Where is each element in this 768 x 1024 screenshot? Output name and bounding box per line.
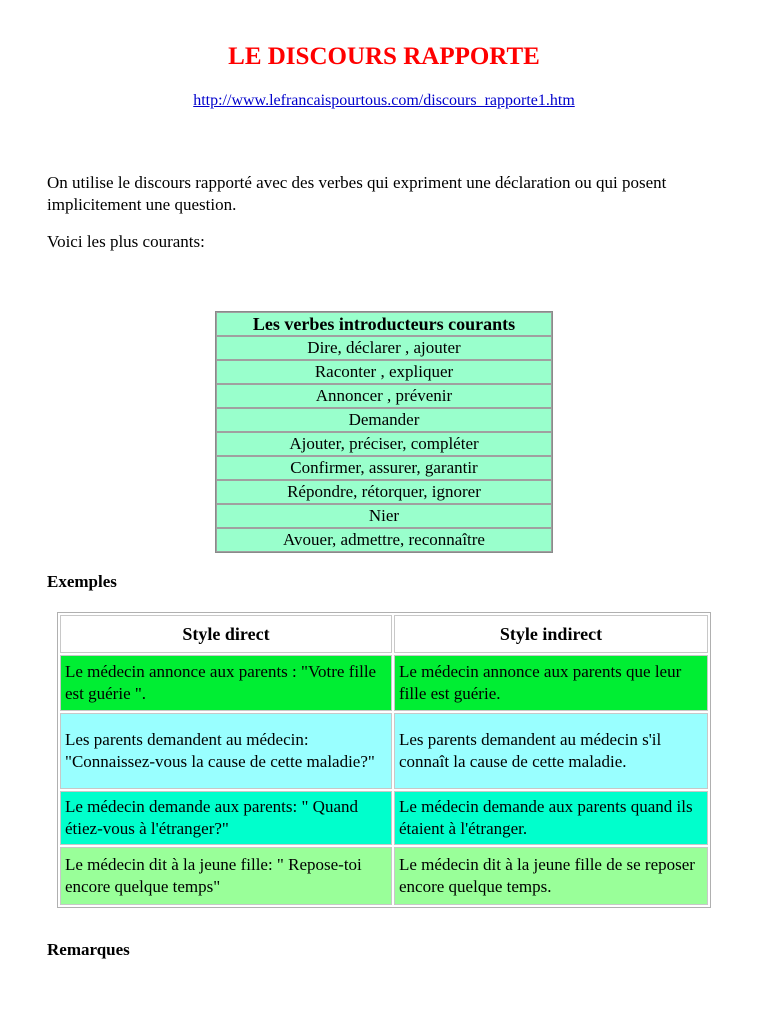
example-row [60,847,708,905]
examples-heading: Exemples [47,572,117,591]
verbs-table-header-row [216,312,552,336]
verb-cell: Répondre, rétorquer, ignorer [216,480,552,504]
page-title: LE DISCOURS RAPPORTE [228,43,540,70]
verb-cell: Raconter , expliquer [216,360,552,384]
indirect-cell: Le médecin dit à la jeune fille de se reposer encore quelque temps. [394,847,708,905]
verbs-table-row [216,432,552,456]
examples-table [57,612,711,908]
examples-header-row [60,615,708,653]
verb-cell: Confirmer, assurer, garantir [216,456,552,480]
verb-cell: Avouer, admettre, reconnaître [216,528,552,552]
direct-cell: Le médecin dit à la jeune fille: " Repose-toi encore quelque temps" [60,847,392,905]
verbs-table-row [216,504,552,528]
verbs-table-row [216,408,552,432]
verbs-table-row [216,480,552,504]
verbs-table-header: Les verbes introducteurs courants [216,312,552,336]
example-row [60,713,708,789]
verbs-table-row [216,360,552,384]
verbs-table-row [216,456,552,480]
indirect-cell: Les parents demandent au médecin s'il connaît la cause de cette maladie. [394,713,708,789]
indirect-cell: Le médecin demande aux parents quand ils étaient à l'étranger. [394,791,708,845]
voici-text: Voici les plus courants: [47,232,205,251]
verbs-table-row [216,528,552,552]
verb-cell: Demander [216,408,552,432]
direct-cell: Les parents demandent au médecin: "Connaissez-vous la cause de cette maladie?" [60,713,392,789]
col-header-direct: Style direct [60,615,392,653]
verb-cell: Dire, déclarer , ajouter [216,336,552,360]
source-link[interactable]: http://www.lefrancaispourtous.com/discours_rapporte1.htm [193,92,575,109]
example-row [60,655,708,711]
intro-paragraph: On utilise le discours rapporté avec des verbes qui expriment une déclaration ou qui posent implicitement une question. [47,173,667,214]
verbs-table-row [216,384,552,408]
verb-cell: Ajouter, préciser, compléter [216,432,552,456]
direct-cell: Le médecin demande aux parents: " Quand étiez-vous à l'étranger?" [60,791,392,845]
indirect-cell: Le médecin annonce aux parents que leur fille est guérie. [394,655,708,711]
direct-cell: Le médecin annonce aux parents : "Votre fille est guérie ". [60,655,392,711]
verbs-table [215,311,553,553]
col-header-indirect: Style indirect [394,615,708,653]
verb-cell: Nier [216,504,552,528]
example-row [60,791,708,845]
verb-cell: Annoncer , prévenir [216,384,552,408]
remarks-heading: Remarques [47,940,130,959]
verbs-table-row [216,336,552,360]
